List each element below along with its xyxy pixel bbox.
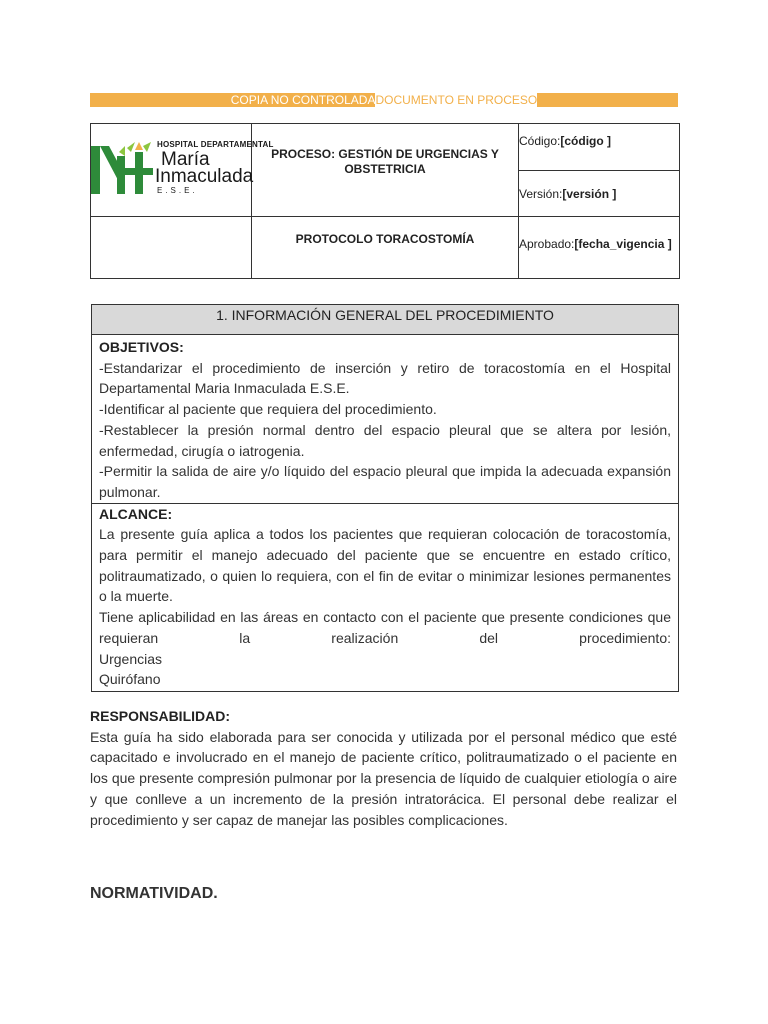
logo-line-inmaculada: Inmaculada: [155, 166, 254, 187]
logo-line-hospital: HOSPITAL DEPARTAMENTAL: [157, 140, 274, 149]
general-info-title: 1. INFORMACIÓN GENERAL DEL PROCEDIMIENTO: [92, 305, 678, 335]
objectives-heading: OBJETIVOS:: [99, 339, 184, 355]
banner-copy-text: COPIA NO CONTROLADA: [230, 93, 376, 107]
objective-item: -Permitir la salida de aire y/o líquido del espacio pleural que impida la adecuada expansión pulmonar.: [99, 463, 671, 500]
objective-item: -Restablecer la presión normal dentro del espacio pleural que se altera por lesión, enfermedad, cirugía o iatrogenia.: [99, 421, 671, 459]
objective-item: -Identificar al paciente que requiera del procedimiento.: [99, 401, 437, 418]
objective-item: -Estandarizar el procedimiento de inserción y retiro de toracostomía en el Hospital Departamental Maria Inmaculada E.S.E.: [99, 359, 671, 397]
logo-cell: [91, 124, 274, 217]
responsibility-text: Esta guía ha sido elaborada para ser conocida y utilizada por el personal médico que esté capacitado e involucrado en el manejo de paciente crítico, politraumatizado o el paciente en los que presente compresión pulmonar por la presencia de líquido de cualquier etiología o aire y que conlleve a un incremento de la presión intratorácica. El personal debe realizar el procedimiento y ser capaz de manejar las posibles complicaciones.: [90, 728, 677, 828]
logo-line-ese: E.S.E.: [157, 186, 198, 195]
uncontrolled-copy-banner: [90, 93, 678, 107]
banner-process-text: DOCUMENTO EN PROCESO: [375, 93, 538, 107]
document-header-table: [90, 123, 680, 279]
version-label: Versión:: [519, 186, 563, 201]
normativity-heading: NORMATIVIDAD.: [90, 885, 218, 902]
scope-area: Urgencias: [99, 650, 163, 667]
code-label: Código:: [519, 134, 561, 148]
process-cell: [252, 124, 519, 217]
logo-line-maria: María: [161, 149, 210, 170]
scope-heading: ALCANCE:: [99, 505, 173, 522]
scope-applicability: Tiene aplicabilidad en las áreas en contacto con el paciente que presente condiciones que requieran la realización del procedimiento:: [99, 609, 671, 646]
scope-section: [92, 503, 678, 691]
process-title: PROCESO: GESTIÓN DE URGENCIAS Y OBSTETRICIA: [271, 147, 499, 176]
scope-paragraph: La presente guía aplica a todos los pacientes que requieran colocación de toracostomía, para permitir el manejo adecuado del paciente que se encuentre en estado crítico, politraumatizado, o quien lo requiera, con el fin de evitar o minimizar lesiones permanentes o la muerte.: [99, 526, 671, 605]
hospital-mark-icon: [91, 142, 155, 196]
hospital-logo: [91, 140, 274, 200]
approved-label: Aprobado:: [519, 236, 575, 251]
approved-value: [fecha_vigencia ]: [574, 236, 672, 251]
responsibility-heading: RESPONSABILIDAD:: [90, 708, 231, 724]
code-value: [código ]: [560, 134, 612, 148]
code-cell: [519, 124, 680, 171]
objectives-section: [92, 335, 678, 503]
version-value: [versión ]: [562, 186, 617, 201]
approved-cell: [519, 217, 680, 279]
scope-area: Quirófano: [99, 671, 161, 688]
version-cell: [519, 171, 680, 217]
general-info-box: [91, 304, 679, 692]
responsibility-section: [90, 706, 677, 830]
logo-cell-empty: [91, 217, 252, 279]
protocol-title: PROTOCOLO TORACOSTOMÍA: [295, 232, 475, 246]
protocol-cell: [252, 217, 519, 279]
